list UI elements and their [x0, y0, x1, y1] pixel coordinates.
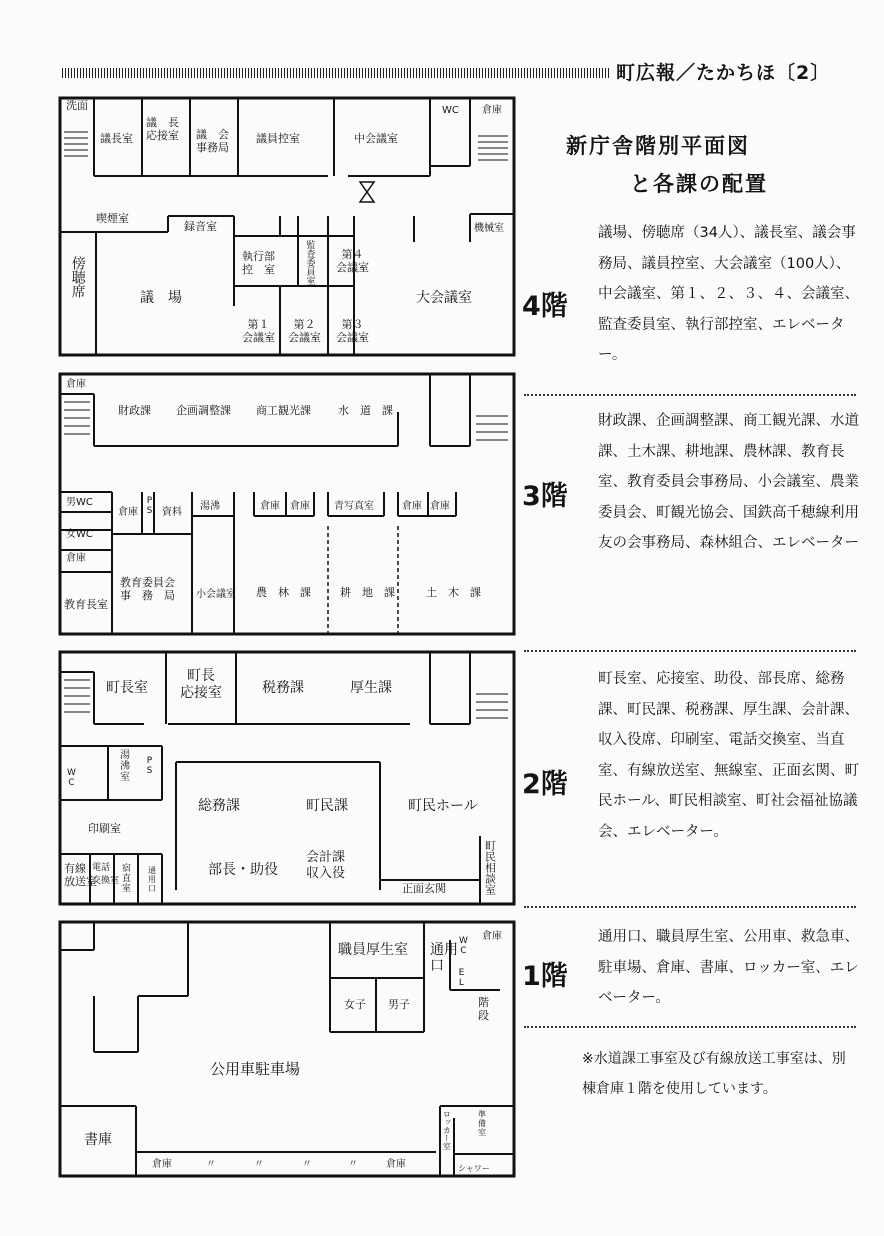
divider-2f [524, 906, 856, 908]
ditto2-label: 〃 [254, 1159, 264, 1170]
shower-label: シャワー [458, 1164, 490, 1173]
storage3-label: 倉庫 [118, 507, 138, 518]
conf4-label: 第４ 会議室 [336, 248, 369, 274]
divider-3f [524, 650, 856, 652]
floor-label-4f: 4階 [522, 291, 568, 322]
accounting-label: 会計課 収入役 [306, 850, 346, 881]
men-wc-label: 男WC [66, 497, 93, 508]
header-rule [62, 68, 610, 78]
washroom-label: 洗面 [66, 99, 88, 112]
residents-dept-label: 町民課 [306, 798, 348, 814]
boiler-room-label: 湯 沸 室 [120, 750, 130, 783]
smoking-room-label: 喫煙室 [96, 212, 129, 225]
forestry-label: 農 林 課 [256, 586, 311, 599]
ditto3-label: 〃 [302, 1159, 312, 1170]
ps-label: PS [144, 496, 155, 516]
printing-room-label: 印刷室 [88, 822, 121, 835]
storage2-label: 倉庫 [66, 553, 86, 564]
phone-exchange-label: 電話 交換室 [92, 863, 120, 886]
chair-room-label: 議長室 [100, 132, 133, 145]
storage7-label: 倉庫 [430, 501, 450, 512]
blueprint-room-label: 青写真室 [334, 501, 374, 512]
welfare-dept-label: 厚生課 [350, 680, 392, 696]
floor-plan-1f [58, 920, 516, 1178]
land-dept-label: 耕 地 課 [340, 586, 395, 599]
men-room-label: 男子 [388, 998, 410, 1011]
planning-label: 企画調整課 [176, 404, 231, 417]
materials-label: 資料 [162, 507, 182, 518]
locker-room-label: ロッカー室 [442, 1110, 452, 1150]
director-label: 部長・助役 [208, 862, 278, 878]
storage-label: 倉庫 [482, 105, 502, 116]
main-title-line2: と各課の配置 [630, 172, 768, 196]
floor-desc-1f: 通用口、職員厚生室、公用車、救急車、駐車場、倉庫、書庫、ロッカー室、エレベーター。 [598, 929, 859, 1006]
storage6-label: 倉庫 [402, 501, 422, 512]
assembly-hall-label: 議 場 [140, 290, 182, 306]
broadcast-room-label: 有線 放送室 [64, 862, 97, 888]
wc-label: WC [442, 105, 459, 116]
elevator-label: EL [456, 968, 467, 988]
wc-label: WC [458, 936, 469, 956]
floor-label-3f: 3階 [522, 481, 568, 512]
women-room-label: 女子 [344, 998, 366, 1011]
storage5-label: 倉庫 [290, 501, 310, 512]
assembly-secretariat-label: 議 会 事務局 [196, 128, 229, 154]
consultation-room-label: 町民相談室 [483, 840, 497, 895]
floor-label-1f: 1階 [522, 961, 568, 992]
floor-desc-4f: 議場、傍聴席（34人）、議長室、議会事務局、議員控室、大会議室（100人）、中会議室、第１、２、３、４、会議室、監査委員室、執行部控室、エレベーター。 [598, 225, 859, 363]
note-text: ※水道課工事室及び有線放送工事室は、別棟倉庫１階を使用しています。 [582, 1051, 846, 1097]
civil-eng-label: 土 木 課 [426, 586, 481, 599]
exec-room-label: 執行部 控 室 [242, 250, 275, 276]
main-title-line1: 新庁舎階別平面図 [566, 134, 750, 158]
service-door-label: 通用 口 [430, 942, 458, 974]
gallery-label: 傍聴席 [69, 256, 86, 298]
conf1-label: 第１ 会議室 [242, 318, 275, 344]
divider-4f [524, 394, 856, 396]
wc-label: WC [66, 768, 77, 788]
conf2-label: 第２ 会議室 [288, 318, 321, 344]
prep-room-label: 準 備 室 [478, 1110, 486, 1137]
ditto4-label: 〃 [348, 1159, 358, 1170]
members-room-label: 議員控室 [256, 132, 300, 145]
divider-1f [524, 1026, 856, 1028]
women-wc-label: 女WC [66, 529, 93, 540]
floor-plan-3f [58, 372, 516, 636]
floor-label-2f: 2階 [522, 769, 568, 800]
edu-chief-label: 教育長室 [64, 598, 108, 611]
ps-label: PS [144, 756, 155, 776]
recording-room-label: 録音室 [184, 220, 217, 233]
chair-reception-label: 議 長 応接室 [146, 116, 179, 142]
conf3-label: 第３ 会議室 [336, 318, 369, 344]
mayor-room-label: 町長室 [106, 680, 148, 696]
stairs-label: 階 段 [478, 996, 489, 1022]
boiler-label: 湯沸 [200, 501, 220, 512]
floor-plan-2f [58, 650, 516, 906]
main-entrance-label: 正面玄関 [402, 882, 446, 895]
residents-hall-label: 町民ホール [408, 798, 478, 814]
machine-room-label: 機械室 [474, 223, 504, 234]
storage3-label: 倉庫 [386, 1159, 406, 1170]
floor-desc-2f: 町長室、応接室、助役、部長席、総務課、町民課、税務課、厚生課、会計課、収入役席、印刷室、電話交換室、当直室、有線放送室、無線室、正面玄関、町民ホール、町民相談室、町社会福祉協議会、エレベーター。 [598, 671, 859, 840]
parking-label: 公用車駐車場 [210, 1060, 301, 1078]
storage2-label: 倉庫 [152, 1159, 172, 1170]
commerce-tourism-label: 商工観光課 [256, 404, 311, 417]
floor-desc-3f: 財政課、企画調整課、商工観光課、水道課、土木課、耕地課、農林課、教育長室、教育委員会事務局、小会議室、農業委員会、町観光協会、国鉄高千穂線利用友の会事務局、森林組合、エレベーター [598, 413, 859, 551]
archive-label: 書庫 [84, 1132, 112, 1148]
general-affairs-label: 総務課 [198, 798, 240, 814]
storage4-label: 倉庫 [260, 501, 280, 512]
mayor-reception-label: 町長 応接室 [180, 668, 222, 701]
tax-dept-label: 税務課 [262, 680, 304, 696]
storage-label: 倉庫 [482, 931, 502, 942]
large-conference-label: 大会議室 [416, 290, 472, 306]
audit-committee-label: 監査委員室 [304, 240, 315, 285]
header-title: 町広報／たかちほ〔2〕 [616, 62, 831, 84]
duty-room-label: 宿 直 室 [122, 864, 132, 894]
floor-plan-4f [58, 96, 516, 357]
finance-label: 財政課 [118, 404, 151, 417]
water-dept-label: 水 道 課 [338, 404, 393, 417]
ditto1-label: 〃 [206, 1159, 216, 1170]
storage-label: 倉庫 [66, 379, 86, 390]
service-door-label: 通 用 口 [148, 866, 156, 893]
small-conference-label: 小会議室 [196, 589, 236, 600]
edu-board-label: 教育委員会 事 務 局 [120, 576, 175, 602]
mid-conference-label: 中会議室 [354, 132, 398, 145]
staff-welfare-label: 職員厚生室 [338, 942, 408, 958]
